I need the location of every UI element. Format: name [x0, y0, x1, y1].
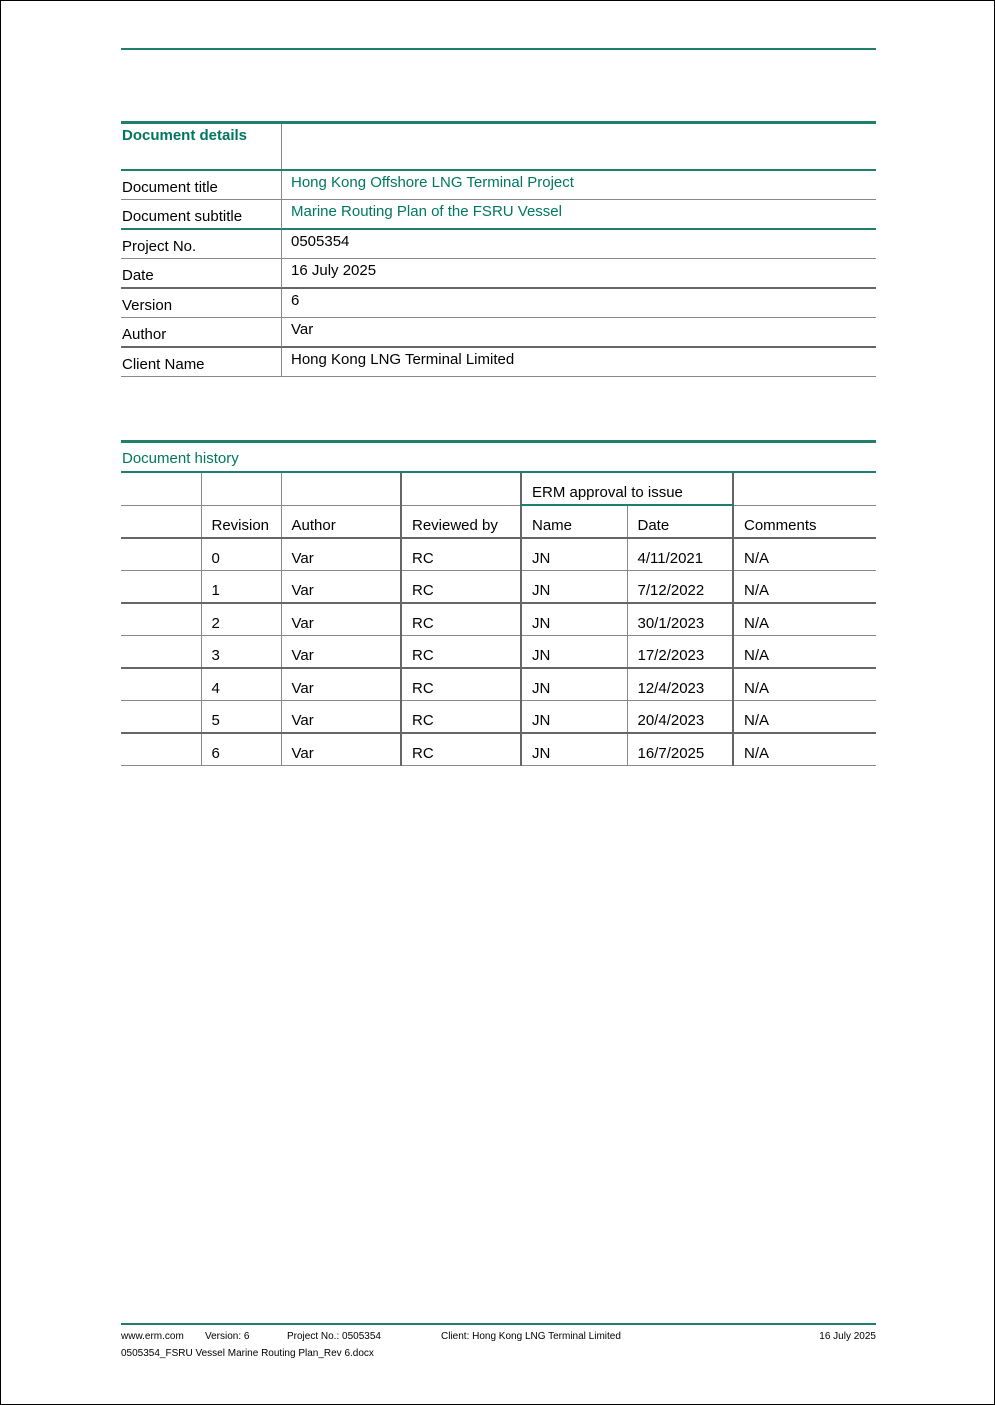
- details-label: Date: [122, 267, 154, 284]
- cell-reviewed-by: RC: [401, 603, 521, 636]
- details-label: Document subtitle: [122, 208, 243, 225]
- document-history-header: [121, 440, 876, 473]
- details-label: Project No.: [122, 238, 197, 255]
- cell-author: Var: [281, 733, 401, 766]
- cell-name: JN: [521, 636, 627, 669]
- cell-author: Var: [281, 636, 401, 669]
- cell-comments: N/A: [733, 571, 876, 604]
- cell-date: 7/12/2022: [627, 571, 733, 604]
- column-divider: [281, 230, 282, 259]
- column-header: Revision: [201, 505, 281, 538]
- cell-reviewed-by: RC: [401, 733, 521, 766]
- column-header: Author: [281, 505, 401, 538]
- footer-filename: 0505354_FSRU Vessel Marine Routing Plan_Rev 6.docx: [121, 1348, 374, 1359]
- footer-website: www.erm.com: [121, 1331, 184, 1342]
- cell-comments: N/A: [733, 603, 876, 636]
- table-row: [121, 636, 876, 669]
- document-details-heading: Document details: [122, 127, 248, 144]
- details-value: 6: [291, 292, 300, 309]
- empty-cell: [121, 603, 201, 636]
- column-divider: [281, 259, 282, 288]
- cell-date: 4/11/2021: [627, 538, 733, 571]
- cell-reviewed-by: RC: [401, 538, 521, 571]
- details-row-subtitle: [121, 200, 876, 230]
- column-header: Name: [521, 505, 627, 538]
- details-value: Hong Kong Offshore LNG Terminal Project: [291, 174, 574, 191]
- footer-client: Client: Hong Kong LNG Terminal Limited: [441, 1331, 621, 1342]
- cell-revision: 3: [201, 636, 281, 669]
- cell-comments: N/A: [733, 538, 876, 571]
- header-rule: [121, 48, 876, 50]
- document-history-heading: Document history: [122, 450, 239, 467]
- cell-reviewed-by: RC: [401, 701, 521, 734]
- column-divider: [281, 289, 282, 318]
- cell-comments: N/A: [733, 733, 876, 766]
- document-history-table: [121, 473, 876, 766]
- details-value: Var: [291, 321, 314, 338]
- column-divider: [281, 318, 282, 347]
- table-row: [121, 538, 876, 571]
- cell-date: 12/4/2023: [627, 668, 733, 701]
- details-value: 16 July 2025: [291, 262, 377, 279]
- empty-cell: [121, 733, 201, 766]
- document-history: [121, 440, 876, 766]
- column-header: Comments: [733, 505, 876, 538]
- cell-revision: 0: [201, 538, 281, 571]
- cell-name: JN: [521, 733, 627, 766]
- details-label: Document title: [122, 179, 218, 196]
- cell-revision: 4: [201, 668, 281, 701]
- cell-revision: 2: [201, 603, 281, 636]
- details-row-author: [121, 318, 876, 348]
- empty-cell: [201, 473, 281, 505]
- details-value: Marine Routing Plan of the FSRU Vessel: [291, 203, 562, 220]
- document-details-table: [121, 121, 876, 377]
- cell-author: Var: [281, 701, 401, 734]
- details-label: Author: [122, 326, 167, 343]
- cell-author: Var: [281, 668, 401, 701]
- cell-revision: 6: [201, 733, 281, 766]
- cell-name: JN: [521, 538, 627, 571]
- details-label: Version: [122, 297, 173, 314]
- empty-cell: [121, 571, 201, 604]
- empty-cell: [121, 668, 201, 701]
- table-row: [121, 603, 876, 636]
- cell-author: Var: [281, 603, 401, 636]
- history-column-header-row: [121, 505, 876, 538]
- page-footer: [121, 1323, 876, 1359]
- cell-comments: N/A: [733, 668, 876, 701]
- column-header: Reviewed by: [401, 505, 521, 538]
- table-row: [121, 733, 876, 766]
- details-value: 0505354: [291, 233, 350, 250]
- empty-cell: [281, 473, 401, 505]
- cell-reviewed-by: RC: [401, 668, 521, 701]
- details-row-date: [121, 259, 876, 289]
- details-row-client-name: [121, 348, 876, 377]
- cell-revision: 1: [201, 571, 281, 604]
- document-details-header: [121, 121, 876, 171]
- cell-date: 20/4/2023: [627, 701, 733, 734]
- cell-comments: N/A: [733, 701, 876, 734]
- cell-author: Var: [281, 538, 401, 571]
- cell-date: 16/7/2025: [627, 733, 733, 766]
- details-label: Client Name: [122, 356, 205, 373]
- column-divider: [281, 348, 282, 377]
- column-divider: [281, 200, 282, 229]
- empty-cell: [401, 473, 521, 505]
- erm-approval-header: ERM approval to issue: [521, 473, 733, 505]
- table-row: [121, 571, 876, 604]
- cell-date: 17/2/2023: [627, 636, 733, 669]
- empty-cell: [121, 538, 201, 571]
- empty-cell: [121, 636, 201, 669]
- column-divider: [281, 124, 282, 169]
- empty-cell: [121, 473, 201, 505]
- column-divider: [281, 171, 282, 200]
- cell-author: Var: [281, 571, 401, 604]
- cell-reviewed-by: RC: [401, 571, 521, 604]
- column-header: Date: [627, 505, 733, 538]
- details-row-version: [121, 289, 876, 318]
- footer-date: 16 July 2025: [819, 1331, 876, 1342]
- cell-name: JN: [521, 701, 627, 734]
- table-row: [121, 668, 876, 701]
- cell-revision: 5: [201, 701, 281, 734]
- cell-date: 30/1/2023: [627, 603, 733, 636]
- cell-reviewed-by: RC: [401, 636, 521, 669]
- details-row-title: [121, 171, 876, 200]
- cell-name: JN: [521, 603, 627, 636]
- empty-cell: [121, 505, 201, 538]
- details-value: Hong Kong LNG Terminal Limited: [291, 351, 515, 368]
- footer-version: Version: 6: [205, 1331, 250, 1342]
- table-row: [121, 701, 876, 734]
- footer-project: Project No.: 0505354: [287, 1331, 381, 1342]
- cell-name: JN: [521, 668, 627, 701]
- history-group-header-row: [121, 473, 876, 505]
- empty-cell: [733, 473, 876, 505]
- empty-cell: [121, 701, 201, 734]
- details-row-project-no: [121, 230, 876, 259]
- cell-comments: N/A: [733, 636, 876, 669]
- cell-name: JN: [521, 571, 627, 604]
